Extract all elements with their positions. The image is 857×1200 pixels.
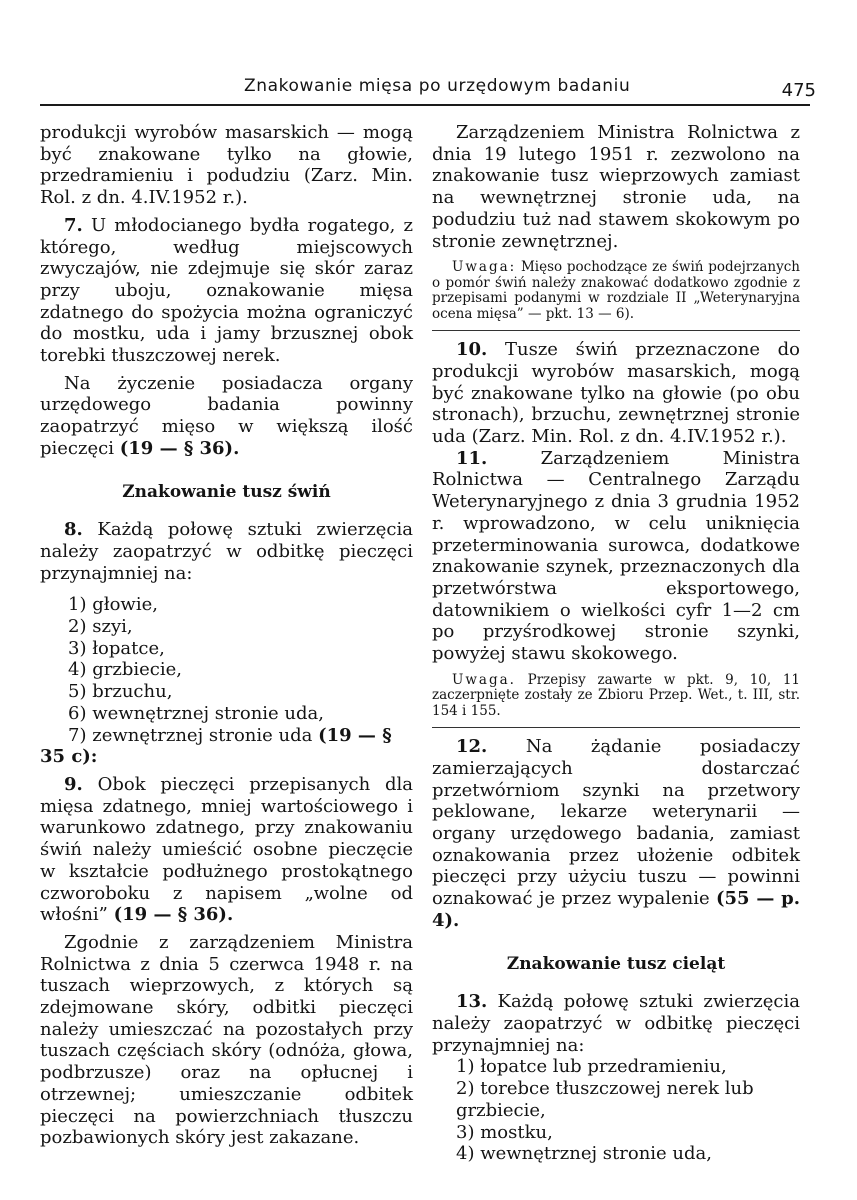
- paragraph-continuation: produkcji wyrobów masarskich — mogą być znakowane tylko na głowie, przedramieniu i podudziu (Zarz. Min. Rol. z dn. 4.IV.1952 r.).: [40, 122, 413, 209]
- stamp-location-list: [40, 594, 413, 768]
- reference: (19 — § 35 c):: [40, 724, 392, 768]
- paragraph-text: Każdą połowę sztuki zwierzęcia należy zaopatrzyć w odbitkę pieczęci przynajmniej na:: [40, 519, 413, 584]
- note: [432, 260, 800, 322]
- paragraph-number: 13.: [456, 991, 488, 1013]
- list-item: 5) brzuchu,: [68, 681, 173, 703]
- paragraph-7: [40, 215, 413, 367]
- list-item: 2) torebce tłuszczowej nerek lub grzbiecie,: [456, 1078, 754, 1121]
- paragraph-12: [432, 736, 800, 931]
- note-text: Mięso pochodzące ze świń podejrzanych o pomór świń należy znakować dodatkowo zgodnie z przepisami podanymi w rozdziale II „Weterynaryjna ocena mięsa” — pkt. 13 — 6).: [432, 259, 801, 322]
- paragraph-11: [432, 448, 800, 665]
- paragraph-8: [40, 519, 413, 584]
- paragraph-text: U młodocianego bydła rogatego, z którego, według miejscowych zwyczajów, nie zdejmuje się skór zaraz przy uboju, oznakowanie mięsa zdatnego do spożycia można ograniczyć do mostku, uda i jamy brzusznej obok torebki tłuszczowej nerek.: [40, 214, 413, 367]
- note: [432, 673, 800, 720]
- paragraph-number: 9.: [64, 773, 83, 795]
- paragraph-13: [432, 991, 800, 1056]
- paragraph-text: Na życzenie posiadacza organy urzędowego badania powinny zaopatrzyć mięso w większą ilość pieczęci: [40, 372, 413, 459]
- list-item: 4) grzbiecie,: [68, 659, 182, 681]
- reference: (19 — § 36).: [119, 437, 240, 459]
- paragraph-skins: Zgodnie z zarządzeniem Ministra Rolnictwa z dnia 5 czerwca 1948 r. na tuszach wieprzowych, z których są zdejmowane skóry, odbitki pieczęci należy umieszczać na pozostałych przy tuszach częściach skóry (odnóża, głowa, podbrzusze) oraz na opłucnej i otrzewnej; umieszczanie odbitek pieczęci na powierzchniach tłuszczu pozbawionych skóry jest zakazane.: [40, 931, 413, 1149]
- calf-stamp-location-list: [432, 1056, 800, 1165]
- paragraph-regulation-1951: Zarządzeniem Ministra Rolnictwa z dnia 19 lutego 1951 r. zezwolono na znakowanie tusz wieprzowych zamiast na wewnętrznej stronie uda, na podudziu tuż nad stawem skokowym po stronie zewnętrznej.: [432, 122, 800, 252]
- list-item: 6) wewnętrznej stronie uda,: [68, 702, 325, 724]
- note-block-1: [432, 260, 800, 331]
- right-column: [432, 122, 800, 1165]
- section-heading-calves: Znakowanie tusz cieląt: [506, 953, 726, 974]
- note-label: Uwaga.: [452, 671, 516, 688]
- reference: (19 — § 36).: [113, 904, 234, 926]
- paragraph-text: Na żądanie posiadaczy zamierzających dostarczać przetwórniom szynki na przetwory peklowane, lekarze weterynarii — organy urzędowego badania, zamiast oznakowania przez ułożenie odbitek pieczęci przy użyciu tuszu — powinni oznakować je przez wypalenie: [432, 736, 800, 910]
- list-item: 3) łopatce,: [68, 637, 165, 659]
- list-item: 3) mostku,: [456, 1121, 553, 1143]
- paragraph-text: Obok pieczęci przepisanych dla mięsa zdatnego, mniej wartościowego i warunkowo zdatnego, przy znakowaniu świń należy umieścić osobne pieczęcie w kształcie podłużnego prostokątnego czworoboku z napisem „wolne od włośni”: [40, 773, 413, 926]
- paragraph-text: Każdą połowę sztuki zwierzęcia należy zaopatrzyć w odbitkę pieczęci przynajmniej na:: [432, 991, 800, 1056]
- paragraph-number: 12.: [456, 736, 488, 758]
- note-block-2: [432, 673, 800, 729]
- paragraph-number: 7.: [64, 214, 83, 236]
- list-item: 2) szyi,: [68, 616, 133, 638]
- paragraph-text: Tusze świń przeznaczone do produkcji wyrobów masarskich, mogą być znakowane tylko na głowie (po obu stronach), brzuchu, zewnętrznej stronie uda (Zarz. Min. Rol. z dn. 4.IV.1952 r.).: [432, 339, 800, 448]
- list-item: 1) głowie,: [68, 594, 158, 616]
- paragraph-9: [40, 774, 413, 926]
- paragraph-number: 8.: [64, 519, 83, 541]
- list-item: 7) zewnętrznej stronie uda (19 — § 35 c):: [40, 724, 392, 768]
- page-number: 475: [781, 80, 816, 101]
- left-column: [40, 122, 413, 1149]
- running-title: Znakowanie mięsa po urzędowym badaniu: [244, 76, 631, 96]
- paragraph-text: Zarządzeniem Ministra Rolnictwa — Centralnego Zarządu Weterynaryjnego z dnia 3 grudnia 1952 r. wprowadzono, w celu uniknięcia przeterminowania surowca, dodatkowe znakowanie szynek, przeznaczonych dla przetwórstwa eksportowego, datownikiem o wielkości cyfr 1—2 cm po przyśrodkowej stronie szynki, powyżej stawu skokowego.: [432, 447, 800, 665]
- reference: (55 — p. 4).: [432, 888, 800, 931]
- note-label: Uwaga:: [452, 259, 517, 276]
- running-header: [40, 70, 816, 106]
- section-heading-pigs: Znakowanie tusz świń: [122, 481, 331, 502]
- list-item: 1) łopatce lub przedramieniu,: [456, 1056, 727, 1078]
- paragraph-7b: [40, 373, 413, 460]
- paragraph-number: 11.: [456, 447, 488, 469]
- paragraph-number: 10.: [456, 339, 488, 361]
- paragraph-10: [432, 339, 800, 448]
- note-text: Przepisy zawarte w pkt. 9, 10, 11 zaczerpnięte zostały ze Zbioru Przep. Wet., t. III, str. 154 i 155.: [432, 671, 801, 719]
- list-item: 4) wewnętrznej stronie uda,: [456, 1143, 712, 1165]
